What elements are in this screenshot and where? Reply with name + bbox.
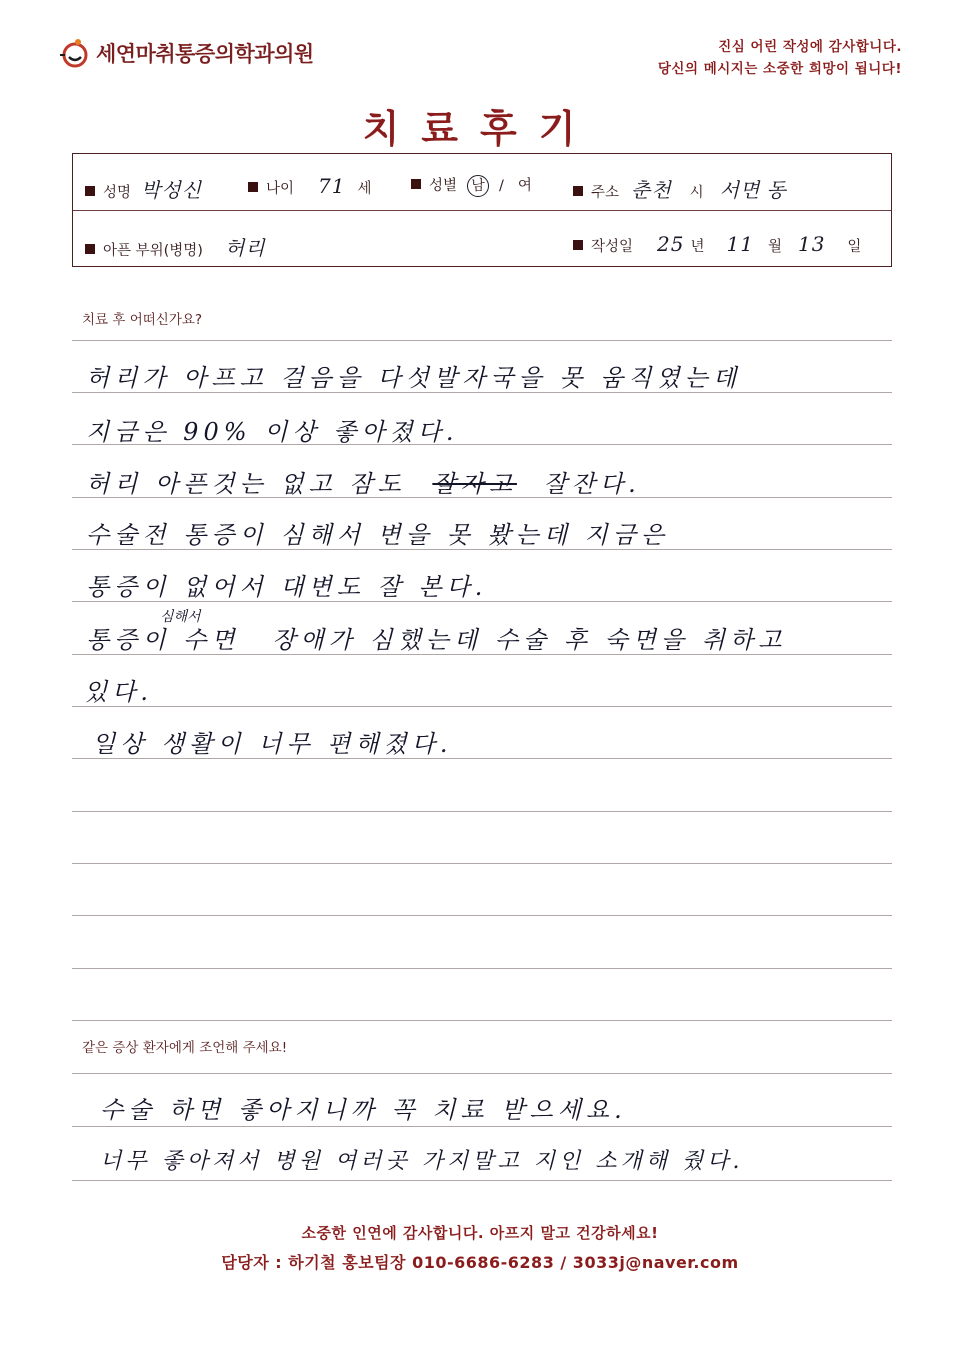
advice-line-1: 수술 하면 좋아지니까 꼭 치료 받으세요.: [100, 1096, 627, 1124]
tagline: [658, 36, 902, 80]
tagline-line-2: 당신의 메시지는 소중한 희망이 됩니다!: [657, 61, 902, 77]
age-unit: 세: [357, 181, 372, 197]
date-label: 작성일: [591, 239, 634, 255]
logo-text: 세연마취통증의학과의원: [96, 41, 314, 66]
ruled-line: [72, 915, 892, 916]
date-month: 11: [726, 232, 754, 256]
date-month-unit: 월: [767, 239, 782, 255]
square-bullet-icon: [85, 244, 95, 254]
square-bullet-icon: [85, 186, 95, 196]
pain-field: [85, 232, 266, 261]
address-label: 주소: [591, 185, 620, 201]
page-title: 치료후기: [362, 107, 598, 151]
advice-label: 같은 증상 환자에게 조언해 주세요!: [82, 1040, 288, 1056]
address-district-unit: 동: [766, 178, 787, 202]
review-line-7: 있다.: [84, 678, 153, 706]
smile-logo-icon: [58, 36, 92, 70]
clinic-logo: [58, 36, 314, 70]
date-field: [573, 232, 861, 256]
date-day: 13: [797, 232, 826, 256]
square-bullet-icon: [573, 186, 583, 196]
review-line-1: 허리가 아프고 걸음을 다섯발자국을 못 움직였는데: [86, 364, 742, 392]
age-field: [248, 174, 371, 198]
review-line-6-rest: 장애가 심했는데 수술 후 숙면을 취하고: [272, 626, 787, 654]
square-bullet-icon: [411, 179, 421, 189]
review-line-8: 일상 생활이 너무 편해졌다.: [92, 730, 453, 758]
review-line-4: 수술전 통증이 심해서 변을 못 봤는데 지금은: [86, 521, 670, 549]
address-district: 서면: [719, 178, 761, 202]
review-line-2: 지금은 90% 이상 좋아졌다.: [86, 418, 459, 446]
review-line-6-insert: 심해서: [160, 609, 201, 625]
review-line-5: 통증이 없어서 대변도 잘 본다.: [86, 573, 488, 601]
review-line-6: [86, 620, 786, 655]
pain-value: 허리: [224, 236, 266, 260]
info-box: [72, 153, 892, 267]
ruled-line: [72, 863, 892, 864]
review-line-3-struck: 잘자고: [432, 470, 517, 498]
footer-contact: 담당자 : 하기철 홍보팀장 010-6686-6283 / 3033j@naver.com: [221, 1253, 739, 1272]
address-field: [573, 174, 787, 203]
address-city: 춘천: [631, 178, 672, 202]
square-bullet-icon: [248, 182, 258, 192]
gender-female: 여: [517, 178, 532, 194]
ruled-line: [72, 1126, 892, 1127]
ruled-line: [72, 340, 892, 341]
address-city-unit: 시: [689, 185, 704, 201]
ruled-line: [72, 706, 892, 707]
review-line-3: [86, 464, 641, 499]
pain-label: 아픈 부위(병명): [103, 243, 203, 259]
gender-label: 성별: [429, 178, 458, 194]
date-day-unit: 일: [847, 239, 862, 255]
advice-line-2: 너무 좋아져서 병원 여러곳 가지말고 지인 소개해 줬다.: [100, 1149, 744, 1174]
review-line-3-end: 잘잔다.: [543, 470, 641, 498]
ruled-line: [72, 1073, 892, 1074]
age-label: 나이: [266, 181, 295, 197]
date-year: 25: [657, 232, 685, 256]
ruled-line: [72, 1020, 892, 1021]
square-bullet-icon: [573, 240, 583, 250]
review-line-3-start: 허리 아픈것는 없고 잠도: [86, 470, 406, 498]
tagline-line-1: 진심 어린 작성에 감사합니다.: [718, 39, 902, 55]
name-field: [85, 174, 202, 203]
footer-thanks: 소중한 인연에 감사합니다. 아프지 말고 건강하세요!: [301, 1224, 659, 1242]
ruled-line: [72, 968, 892, 969]
review-line-6-start: 통증이 수면: [86, 626, 240, 654]
age-value: 71: [318, 174, 346, 198]
gender-male-circled: 남: [467, 175, 489, 197]
ruled-line: [72, 811, 892, 812]
name-value: 박성신: [141, 178, 202, 202]
name-label: 성명: [103, 185, 132, 201]
date-year-unit: 년: [690, 239, 705, 255]
gender-field: [411, 174, 532, 197]
gender-separator: /: [499, 178, 504, 194]
review-label: 치료 후 어떠신가요?: [82, 312, 203, 328]
info-divider: [73, 210, 891, 211]
ruled-line: [72, 1180, 892, 1181]
